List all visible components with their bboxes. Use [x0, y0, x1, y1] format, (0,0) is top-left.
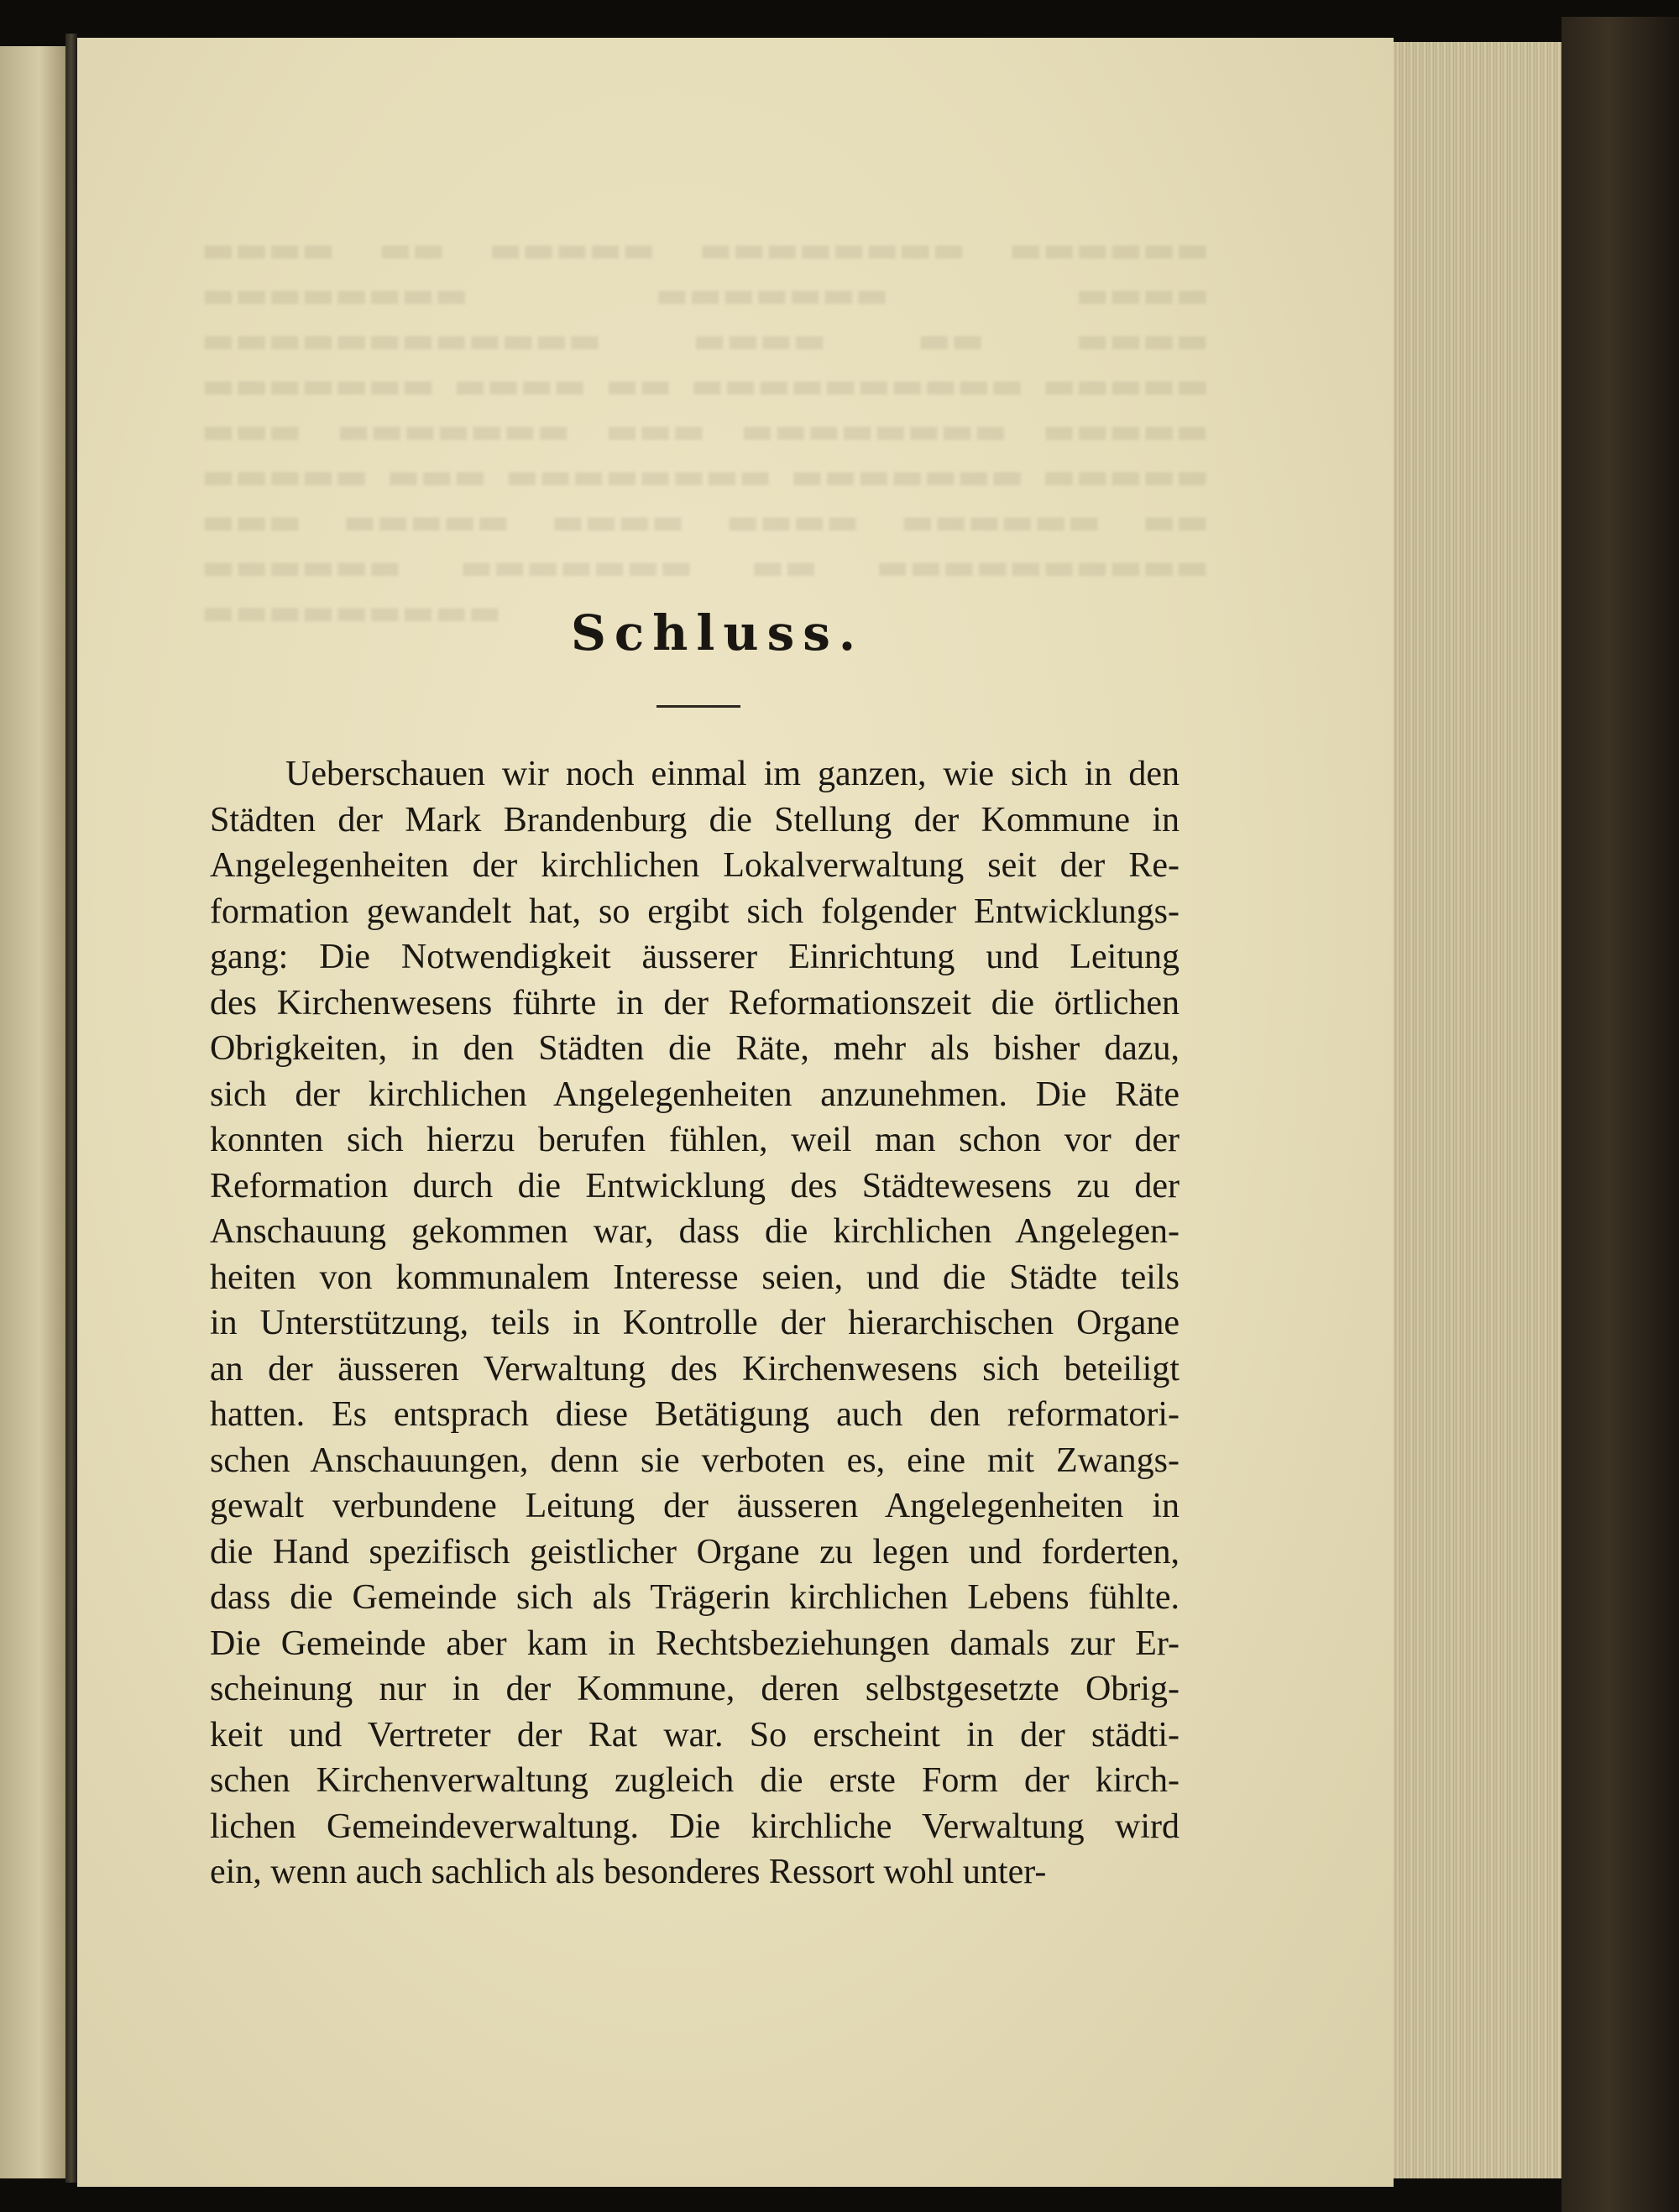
book-cover-edge: [1561, 17, 1679, 2212]
text-line: Angelegenheiten der kirchlichen Lokalverwaltung seit der Re-: [210, 846, 1179, 885]
text-line: Anschauung gekommen war, dass die kirchlichen Angelegen-: [210, 1212, 1179, 1251]
chapter-title: Schluss.: [571, 604, 865, 662]
text-line: ein, wenn auch sachlich als besonderes Ressort wohl unter-: [210, 1853, 1047, 1891]
text-line: Die Gemeinde aber kam in Rechtsbeziehungen damals zur Er-: [210, 1624, 1179, 1663]
text-line: hatten. Es entsprach diese Betätigung auch den reformatori-: [210, 1395, 1179, 1434]
text-line: heiten von kommunalem Interesse seien, und die Städte teils: [210, 1258, 1179, 1297]
text-line: schen Anschauungen, denn sie verboten es, eine mit Zwangs-: [210, 1441, 1179, 1480]
text-line: die Hand spezifisch geistlicher Organe zu legen und forderten,: [210, 1532, 1179, 1571]
text-line: des Kirchenwesens führte in der Reformationszeit die örtlichen: [210, 983, 1179, 1022]
text-line: Reformation durch die Entwicklung des Städtewesens zu der: [210, 1166, 1179, 1205]
book-gutter: [65, 34, 77, 2183]
text-line: formation gewandelt hat, so ergibt sich folgender Entwicklungs-: [210, 892, 1179, 931]
text-line: gewalt verbundene Leitung der äusseren Angelegenheiten in: [210, 1487, 1179, 1525]
text-line: Ueberschauen wir noch einmal im ganzen, wie sich in den: [285, 755, 1179, 793]
text-line: in Unterstützung, teils in Kontrolle der hierarchischen Organe: [210, 1304, 1179, 1342]
text-line: an der äusseren Verwaltung des Kirchenwesens sich beteiligt: [210, 1349, 1179, 1388]
title-rule: [656, 705, 740, 708]
body-paragraph: [210, 751, 1179, 1896]
text-line: schen Kirchenverwaltung zugleich die erste Form der kirch-: [210, 1761, 1179, 1800]
text-line: konnten sich hierzu berufen fühlen, weil man schon vor der: [210, 1121, 1179, 1159]
left-page-edge: [0, 46, 65, 2178]
text-line: sich der kirchlichen Angelegenheiten anzunehmen. Die Räte: [210, 1075, 1179, 1114]
text-line: lichen Gemeindeverwaltung. Die kirchliche Verwaltung wird: [210, 1807, 1179, 1846]
page-stack-edges: [1394, 42, 1561, 2178]
text-line: Städten der Mark Brandenburg die Stellung der Kommune in: [210, 800, 1179, 839]
text-line: gang: Die Notwendigkeit äusserer Einrichtung und Leitung: [210, 938, 1179, 976]
show-through-text: ▬▬▬▬ ▬▬ ▬▬▬▬▬ ▬▬▬▬▬▬▬▬ ▬▬▬▬▬▬ ▬▬▬▬▬▬▬▬ ▬▬▬▬▬▬▬ ▬▬▬▬ ▬▬▬▬▬▬▬▬▬▬▬▬ ▬▬▬▬ ▬▬ ▬▬▬▬ ▬▬▬▬▬▬▬ ▬▬▬▬ ▬▬ ▬▬▬▬▬▬▬▬▬▬ ▬▬▬▬▬ ▬▬▬ ▬▬▬▬▬▬▬ ▬▬▬ ▬▬▬▬▬▬▬▬ ▬▬▬▬▬ ▬▬▬▬▬ ▬▬▬ ▬▬▬▬▬▬▬▬ ▬▬▬▬▬▬▬ ▬▬▬▬▬ ▬▬▬ ▬▬▬▬▬ ▬▬▬▬ ▬▬▬▬ ▬▬▬▬▬▬ ▬▬ ▬▬▬▬▬▬ ▬▬▬▬▬▬▬ ▬▬ ▬▬▬▬▬▬▬▬▬▬ ▬▬▬▬▬▬▬▬▬: [201, 228, 1209, 632]
text-line: dass die Gemeinde sich als Trägerin kirchlichen Lebens fühlte.: [210, 1578, 1179, 1617]
text-line: Obrigkeiten, in den Städten die Räte, mehr als bisher dazu,: [210, 1029, 1179, 1068]
text-line: scheinung nur in der Kommune, deren selbstgesetzte Obrig-: [210, 1670, 1179, 1708]
text-line: keit und Vertreter der Rat war. So erscheint in der städti-: [210, 1715, 1179, 1754]
